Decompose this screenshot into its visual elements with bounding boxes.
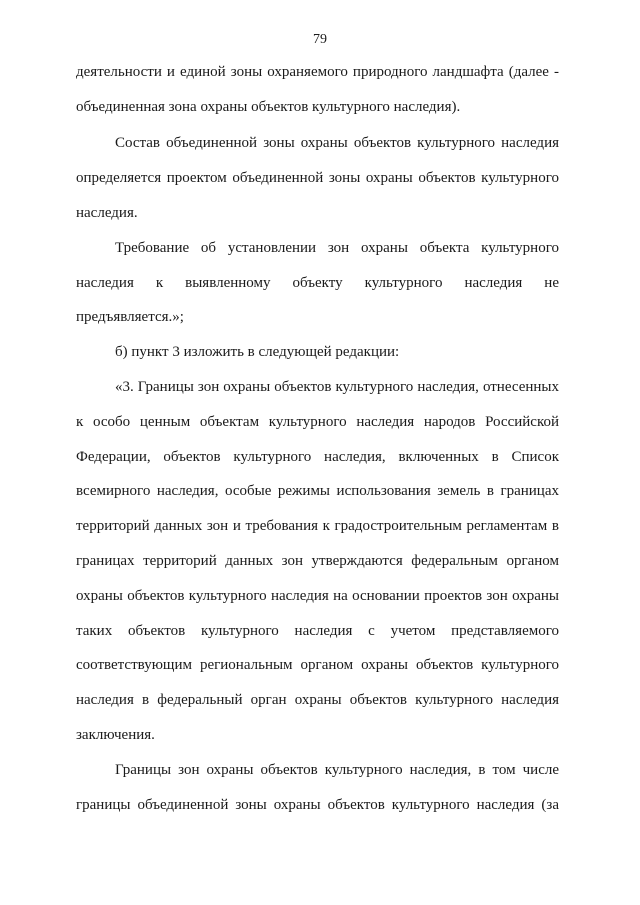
text-line: к особо ценным объектам культурного наследия народов Российской — [76, 414, 559, 430]
text-line: наследия в федеральный орган охраны объектов культурного наследия — [76, 692, 559, 708]
text-line: наследия к выявленному объекту культурного наследия не — [76, 275, 559, 291]
page-number: 79 — [313, 32, 327, 47]
text-line: «3. Границы зон охраны объектов культурного наследия, отнесенных — [115, 379, 559, 395]
text-line: определяется проектом объединенной зоны охраны объектов культурного — [76, 170, 559, 186]
text-line: наследия. — [76, 205, 138, 221]
text-line: соответствующим региональным органом охраны объектов культурного — [76, 657, 559, 673]
text-line: заключения. — [76, 727, 155, 743]
text-line: предъявляется.»; — [76, 309, 184, 325]
text-line: территорий данных зон и требования к градостроительным регламентам в — [76, 518, 559, 534]
text-line: охраны объектов культурного наследия на основании проектов зон охраны — [76, 588, 559, 604]
text-line: Границы зон охраны объектов культурного наследия, в том числе — [115, 762, 559, 778]
text-line: границы объединенной зоны охраны объектов культурного наследия (за — [76, 797, 559, 813]
text-line: б) пункт 3 изложить в следующей редакции: — [115, 344, 400, 360]
text-line: границах территорий данных зон утверждаются федеральным органом — [76, 553, 559, 569]
text-line: объединенная зона охраны объектов культурного наследия). — [76, 99, 461, 115]
text-line: Требование об установлении зон охраны объекта культурного — [115, 240, 559, 256]
text-line: Федерации, объектов культурного наследия, включенных в Список — [76, 449, 559, 465]
text-line: таких объектов культурного наследия с учетом представляемого — [76, 623, 559, 639]
text-line: деятельности и единой зоны охраняемого природного ландшафта (далее - — [76, 64, 559, 80]
text-line: всемирного наследия, особые режимы использования земель в границах — [76, 483, 559, 499]
text-line: Состав объединенной зоны охраны объектов культурного наследия — [115, 135, 559, 151]
